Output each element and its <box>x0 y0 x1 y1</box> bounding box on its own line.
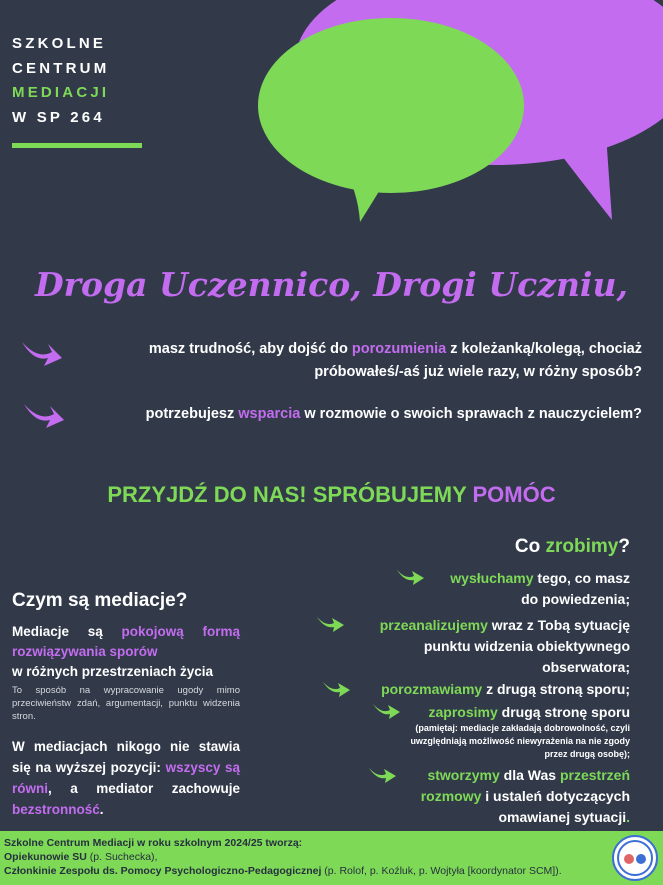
action-invite: zaprosimy drugą stronę sporu <box>428 704 630 720</box>
title-line-4: W SP 264 <box>12 108 105 126</box>
mediation-equality: W mediacjach nikogo nie stawia się na wyższej pozycji: wszyscy są równi, a mediator zachowuje bezstronność. <box>12 739 240 817</box>
title-line-3: MEDIACJI <box>12 84 110 101</box>
footer-credits: Szkolne Centrum Mediacji w roku szkolnym 2024/25 tworzą: Opiekunowie SU (p. Suchecka), Członkinie Zespołu ds. Pomocy Psychologiczno-Pedagogicznej (p. Rolof, p. Koźluk, p. Wojtyła [koordynator SCM]). <box>4 837 562 877</box>
purple-arrow-icon <box>20 338 64 368</box>
green-bubble-tail <box>340 160 400 230</box>
greeting-heading: Droga Uczennico, Drogi Uczniu, <box>35 265 628 304</box>
title-underline <box>12 143 142 148</box>
call-to-action: PRZYJDŹ DO NAS! SPRÓBUJEMY POMÓC <box>107 482 556 507</box>
action-talk: porozmawiamy z drugą stroną sporu; <box>381 681 630 697</box>
bullet-difficulty: masz trudność, aby dojść do porozumienia z koleżanką/kolegą, chociaż próbowałeś/-aś już wiele razy, w różny sposób? <box>148 341 642 380</box>
purple-arrow-icon <box>22 400 66 430</box>
action-analyze: przeanalizujemy wraz z Tobą sytuację punktu widzenia obiektywnego obserwatora; <box>379 617 630 675</box>
school-logo-icon <box>612 835 658 881</box>
title-line-1: SZKOLNE <box>12 35 107 52</box>
invite-note: (pamiętaj: mediacje zakładają dobrowolność, czyli uwzględniają możliwość niewyrażenia na nie zgody przez drugą osobę); <box>410 723 630 759</box>
bullet-support: potrzebujesz wsparcia w rozmowie o swoich sprawach z nauczycielem? <box>145 406 642 422</box>
action-create-space: stworzymy dla Was przestrzeń rozmowy i ustaleń dotyczących omawianej sytuacji. <box>420 767 630 825</box>
school-center-title <box>12 32 109 130</box>
mediation-description: To sposób na wypracowanie ugody mimo przeciwieństw zdań, argumentacji, punktu widzenia stron. <box>12 685 240 722</box>
what-is-mediation-heading: Czym są mediacje? <box>12 590 188 611</box>
what-we-do-heading: Co zrobimy? <box>514 536 630 557</box>
action-listen: wysłuchamy tego, co masz do powiedzenia; <box>450 570 630 607</box>
mediation-definition: Mediacje są pokojową formą rozwiązywania sporów w różnych przestrzeniach życia <box>12 624 241 679</box>
title-line-2: CENTRUM <box>12 59 110 77</box>
purple-bubble-tail <box>540 120 620 230</box>
